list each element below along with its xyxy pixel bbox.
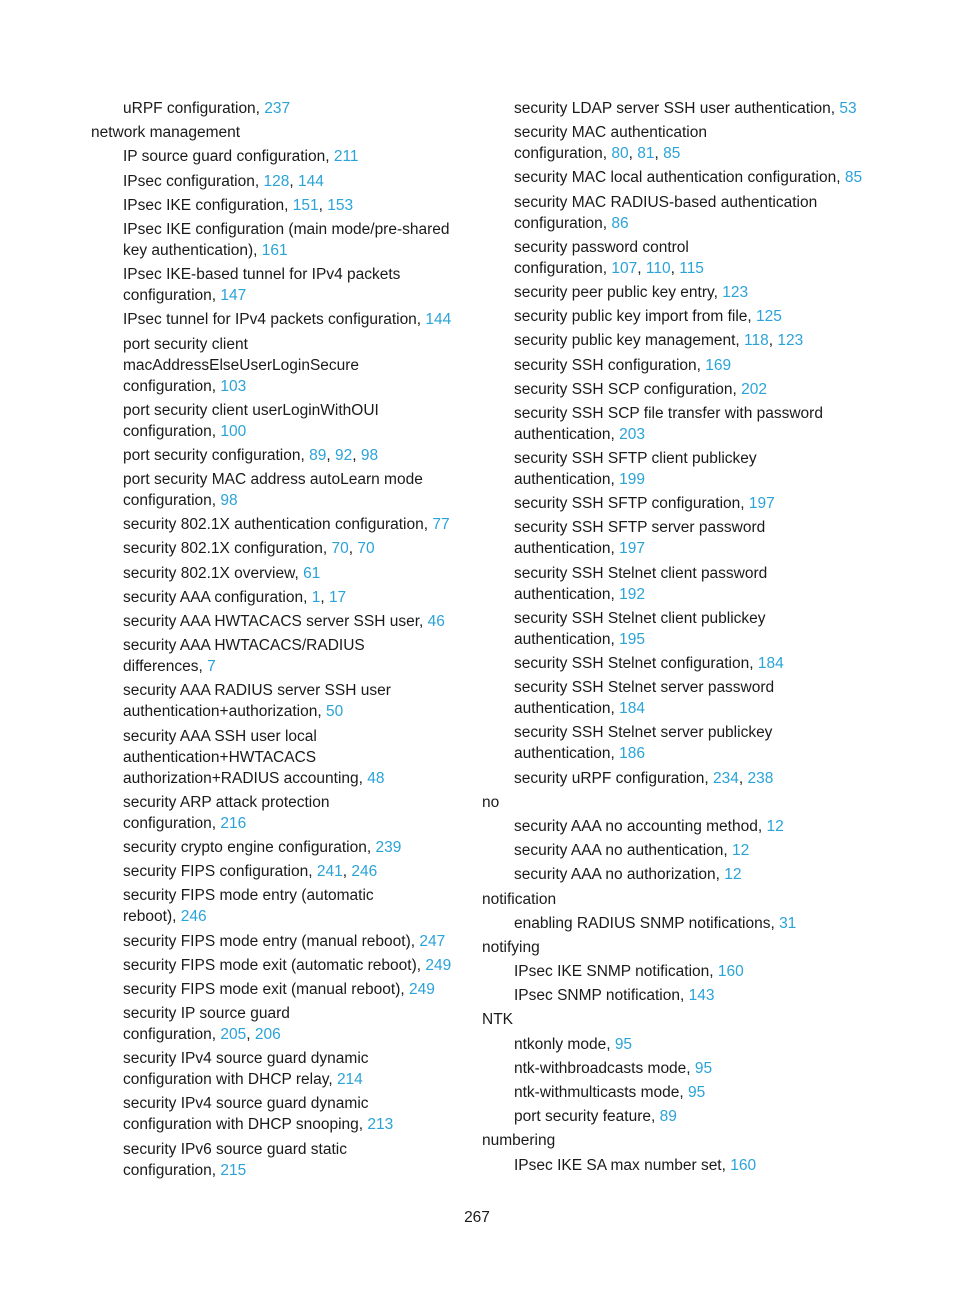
entry-text: security SSH Stelnet server publickey: [514, 724, 773, 742]
entry-text: authentication,: [514, 471, 620, 489]
page-link[interactable]: 70: [357, 540, 375, 558]
entry-text: security IP source guard: [123, 1005, 290, 1023]
entry-text: security AAA configuration,: [123, 588, 312, 606]
entry-text: port security feature,: [514, 1108, 660, 1126]
entry-text: security LDAP server SSH user authentication,: [514, 100, 840, 117]
entry-text: security SSH SCP configuration,: [514, 380, 742, 398]
entry-text: configuration,: [123, 422, 221, 440]
entry-text: IPsec IKE configuration (main mode/pre-shared: [123, 220, 450, 238]
index-entry: [91, 1003, 461, 1045]
page-link[interactable]: 123: [722, 283, 749, 301]
page-separator: ,: [628, 145, 638, 163]
page-link[interactable]: 48: [367, 769, 385, 787]
page-link[interactable]: 184: [757, 655, 784, 672]
page-link[interactable]: 197: [619, 540, 646, 558]
entry-text: security SSH configuration,: [514, 356, 706, 374]
page-link[interactable]: 31: [779, 914, 797, 932]
page-link[interactable]: 110: [645, 259, 671, 277]
page-link[interactable]: 144: [297, 172, 324, 190]
index-entry: [91, 309, 461, 330]
entry-text: authentication+HWTACACS: [123, 748, 317, 766]
index-heading: [91, 122, 461, 143]
page-link[interactable]: 197: [748, 495, 775, 513]
entry-text: notification: [482, 890, 557, 908]
page-link[interactable]: 239: [375, 838, 402, 856]
page-separator: ,: [289, 172, 298, 190]
entry-text: security public key management,: [514, 332, 745, 350]
entry-text: numbering: [482, 1132, 556, 1150]
entry-text: security FIPS mode entry (automatic: [123, 887, 374, 905]
index-entry: [91, 514, 461, 535]
page-link[interactable]: 89: [659, 1108, 677, 1126]
page-link[interactable]: 199: [619, 471, 646, 489]
index-entry: [482, 985, 882, 1006]
entry-text: ntk-withmulticasts mode,: [514, 1084, 688, 1101]
index-entry: [482, 677, 882, 719]
page-link[interactable]: 103: [220, 377, 247, 395]
index-entry: [91, 885, 461, 927]
index-entry: [482, 355, 882, 376]
index-entry: [482, 237, 882, 279]
index-heading: [482, 1130, 882, 1151]
entry-text: differences,: [123, 658, 208, 676]
entry-text: configuration,: [123, 492, 221, 510]
entry-text: ntkonly mode,: [514, 1035, 615, 1053]
index-entry: [91, 563, 461, 584]
index-entry: [482, 192, 882, 234]
entry-text: configuration,: [123, 287, 221, 305]
entry-text: security AAA no authorization,: [514, 866, 725, 884]
entry-text: configuration,: [123, 377, 221, 395]
page-separator: ,: [670, 259, 680, 277]
entry-text: security SSH SFTP configuration,: [514, 495, 749, 513]
page-link[interactable]: 92: [334, 446, 353, 464]
page-link[interactable]: 61: [303, 564, 321, 582]
page-link[interactable]: 169: [705, 356, 732, 374]
entry-text: port security client: [123, 335, 248, 353]
index-entry: [482, 330, 882, 351]
entry-text: authentication,: [514, 745, 620, 763]
index-entry: [91, 219, 461, 261]
page-link[interactable]: 160: [717, 963, 744, 981]
page-link[interactable]: 160: [730, 1156, 757, 1174]
index-entry: [91, 334, 461, 397]
page-link[interactable]: 125: [756, 308, 782, 326]
page-link[interactable]: 205: [220, 1026, 247, 1044]
entry-text: security 802.1X overview,: [123, 564, 304, 582]
index-entry: [91, 469, 461, 511]
entry-text: configuration,: [514, 145, 612, 163]
page-link[interactable]: 214: [336, 1071, 363, 1089]
entry-text: security crypto engine configuration,: [123, 838, 376, 856]
entry-text: security password control: [514, 238, 689, 256]
entry-text: macAddressElseUserLoginSecure: [123, 356, 360, 374]
page-link[interactable]: 89: [309, 446, 327, 464]
index-heading: [482, 937, 882, 958]
page-link[interactable]: 70: [331, 540, 349, 558]
index-entry: [91, 587, 461, 608]
page-link[interactable]: 123: [777, 332, 804, 350]
page-link[interactable]: 17: [328, 588, 347, 606]
index-entry: [482, 722, 882, 764]
index-entry: [91, 837, 461, 858]
index-entry: [91, 611, 461, 632]
page-link[interactable]: 7: [207, 658, 216, 676]
entry-text: security FIPS mode entry (manual reboot),: [123, 932, 420, 950]
index-entry: [91, 445, 461, 466]
entry-text: IPsec tunnel for IPv4 packets configuration,: [123, 311, 426, 329]
page-separator: ,: [342, 863, 352, 881]
index-entry: [91, 1048, 461, 1090]
page-link[interactable]: 80: [611, 145, 629, 163]
page-link[interactable]: 115: [679, 259, 704, 277]
page-link[interactable]: 237: [264, 100, 291, 117]
entry-text: security AAA no accounting method,: [514, 817, 767, 835]
page-link[interactable]: 12: [766, 817, 784, 835]
entry-text: configuration,: [123, 1026, 221, 1044]
entry-text: security 802.1X authentication configuration,: [123, 516, 433, 534]
entry-text: security IPv4 source guard dynamic: [123, 1095, 369, 1113]
page-link[interactable]: 98: [360, 446, 379, 464]
page-link[interactable]: 95: [694, 1059, 713, 1077]
entry-text: no: [482, 793, 500, 811]
entry-text: security AAA SSH user local: [123, 727, 317, 745]
entry-text: security AAA no authentication,: [514, 842, 732, 860]
index-entry: [91, 98, 461, 119]
page-link[interactable]: 151: [292, 196, 319, 214]
page-link[interactable]: 246: [351, 863, 378, 881]
entry-text: configuration,: [123, 814, 221, 832]
index-entry: [482, 563, 882, 605]
index-entry: [91, 1093, 461, 1135]
entry-text: IPsec IKE configuration,: [123, 196, 293, 214]
entry-text: IPsec IKE SNMP notification,: [514, 963, 718, 981]
index-entry: [482, 448, 882, 490]
page-link[interactable]: 118: [744, 332, 769, 350]
page-link[interactable]: 153: [327, 196, 354, 214]
entry-text: key authentication),: [123, 241, 262, 259]
entry-text: security IPv4 source guard dynamic: [123, 1050, 369, 1068]
page-number: 267: [464, 1209, 490, 1226]
entry-text: security MAC local authentication configuration,: [514, 169, 845, 187]
index-entry: [91, 171, 461, 192]
index-entry: [482, 493, 882, 514]
index-entry: [482, 1106, 882, 1127]
entry-text: security public key import from file,: [514, 308, 757, 326]
page-link[interactable]: 107: [611, 259, 638, 277]
entry-text: port security MAC address autoLearn mode: [123, 471, 423, 489]
entry-text: IPsec IKE SA max number set,: [514, 1156, 731, 1174]
page-separator: ,: [738, 769, 748, 787]
page-separator: ,: [654, 145, 664, 163]
index-entry: [482, 768, 882, 789]
entry-text: configuration with DHCP relay,: [123, 1071, 337, 1089]
page-separator: ,: [768, 332, 778, 350]
index-entry: [482, 98, 882, 119]
entry-text: security SSH SFTP server password: [514, 519, 766, 537]
page-link[interactable]: 211: [333, 148, 359, 166]
index-entry: [91, 264, 461, 306]
page-link[interactable]: 128: [263, 172, 290, 190]
index-entry: [91, 792, 461, 834]
entry-text: security peer public key entry,: [514, 283, 723, 301]
entry-text: authentication+authorization,: [123, 703, 326, 721]
page-link[interactable]: 215: [220, 1161, 247, 1179]
page-link[interactable]: 241: [316, 863, 343, 881]
page-separator: ,: [326, 446, 335, 464]
index-entry: [91, 955, 461, 976]
page-link[interactable]: 144: [425, 311, 452, 329]
entry-text: security FIPS mode exit (manual reboot),: [123, 980, 410, 998]
page-link[interactable]: 98: [220, 492, 238, 510]
index-entry: [482, 122, 882, 164]
entry-text: port security client userLoginWithOUI: [123, 401, 379, 419]
index-entry: [482, 167, 882, 188]
entry-text: security SSH SFTP client publickey: [514, 450, 757, 468]
entry-text: authentication,: [514, 700, 620, 718]
entry-text: security SSH Stelnet client publickey: [514, 609, 766, 627]
entry-text: uRPF configuration,: [123, 100, 265, 117]
page-link[interactable]: 143: [688, 987, 715, 1005]
entry-text: security AAA HWTACACS server SSH user,: [123, 613, 428, 630]
index-entry: [91, 861, 461, 882]
page-link[interactable]: 249: [409, 980, 435, 998]
index-entry: [91, 1139, 461, 1181]
index-heading: [482, 889, 882, 910]
entry-text: configuration,: [514, 259, 612, 277]
page-link[interactable]: 53: [839, 100, 857, 117]
index-column-left: [91, 98, 461, 1184]
page-link[interactable]: 85: [663, 145, 681, 163]
index-entry: [91, 680, 461, 722]
entry-text: security AAA HWTACACS/RADIUS: [123, 637, 365, 655]
page-link[interactable]: 216: [220, 814, 247, 832]
entry-text: security uRPF configuration,: [514, 769, 714, 787]
index-entry: [482, 517, 882, 559]
entry-text: enabling RADIUS SNMP notifications,: [514, 914, 780, 932]
index-entry: [482, 816, 882, 837]
page-link[interactable]: 12: [732, 842, 750, 860]
index-entry: [482, 1034, 882, 1055]
index-entry: [91, 195, 461, 216]
index-entry: [482, 403, 882, 445]
entry-text: network management: [91, 124, 241, 142]
index-entry: [482, 840, 882, 861]
page-link[interactable]: 206: [254, 1026, 281, 1044]
entry-text: IPsec SNMP notification,: [514, 987, 689, 1005]
page-link[interactable]: 213: [367, 1116, 394, 1134]
entry-text: security IPv6 source guard static: [123, 1140, 347, 1158]
index-entry: [482, 608, 882, 650]
page-link[interactable]: 86: [611, 214, 629, 232]
page-link[interactable]: 249: [425, 956, 452, 974]
page-link[interactable]: 95: [614, 1035, 633, 1053]
index-entry: [482, 1082, 882, 1103]
page-link[interactable]: 195: [619, 630, 646, 648]
index-entry: [482, 1058, 882, 1079]
index-entry: [482, 653, 882, 674]
entry-text: configuration,: [123, 1161, 221, 1179]
index-entry: [482, 379, 882, 400]
entry-text: security MAC RADIUS-based authentication: [514, 193, 818, 211]
page-link[interactable]: 147: [220, 287, 247, 305]
page-separator: ,: [246, 1026, 255, 1044]
page-separator: ,: [637, 259, 646, 277]
entry-text: security 802.1X configuration,: [123, 540, 332, 558]
page-link[interactable]: 77: [432, 516, 450, 534]
entry-text: port security configuration,: [123, 446, 310, 464]
entry-text: security FIPS configuration,: [123, 863, 317, 881]
page-link[interactable]: 12: [724, 866, 742, 884]
index-entry: [91, 146, 461, 167]
entry-text: security FIPS mode exit (automatic reboot),: [123, 956, 426, 974]
entry-text: security SSH SCP file transfer with password: [514, 404, 823, 422]
page-link[interactable]: 95: [688, 1084, 706, 1101]
entry-text: authentication,: [514, 425, 620, 443]
entry-text: security MAC authentication: [514, 124, 707, 142]
entry-text: security SSH Stelnet configuration,: [514, 655, 758, 672]
index-heading: [482, 1009, 882, 1030]
entry-text: authentication,: [514, 585, 620, 603]
index-entry: [91, 931, 461, 952]
page-link[interactable]: 184: [619, 700, 646, 718]
entry-text: security SSH Stelnet server password: [514, 679, 775, 697]
page-link[interactable]: 192: [619, 585, 646, 603]
entry-text: NTK: [482, 1011, 513, 1029]
entry-text: authorization+RADIUS accounting,: [123, 769, 368, 787]
index-entry: [482, 913, 882, 934]
index-entry: [482, 282, 882, 303]
entry-text: authentication,: [514, 540, 620, 558]
entry-text: IPsec IKE-based tunnel for IPv4 packets: [123, 266, 401, 284]
page-link[interactable]: 161: [261, 241, 288, 259]
page-link[interactable]: 234: [713, 769, 739, 787]
page-link[interactable]: 203: [619, 425, 646, 443]
entry-text: ntk-withbroadcasts mode,: [514, 1059, 695, 1077]
index-entry: [91, 979, 461, 1000]
page-link[interactable]: 238: [747, 769, 774, 787]
page-separator: ,: [318, 196, 328, 214]
page-link[interactable]: 246: [180, 908, 207, 926]
page-link[interactable]: 186: [619, 745, 646, 763]
page-link[interactable]: 202: [741, 380, 768, 398]
entry-text: configuration with DHCP snooping,: [123, 1116, 368, 1134]
entry-text: IPsec configuration,: [123, 172, 264, 190]
entry-text: security AAA RADIUS server SSH user: [123, 682, 391, 700]
page-link[interactable]: 81: [637, 145, 655, 163]
entry-text: configuration,: [514, 214, 612, 232]
index-entry: [482, 864, 882, 885]
entry-text: authentication,: [514, 630, 620, 648]
entry-text: notifying: [482, 938, 540, 956]
index-entry: [91, 538, 461, 559]
page-link[interactable]: 85: [844, 169, 863, 187]
index-entry: [482, 306, 882, 327]
entry-text: IP source guard configuration,: [123, 148, 334, 166]
index-entry: [482, 1155, 882, 1176]
page-link[interactable]: 46: [427, 613, 445, 630]
entry-text: security SSH Stelnet client password: [514, 564, 768, 582]
index-entry: [91, 726, 461, 789]
page-link[interactable]: 1: [311, 588, 321, 606]
page-link[interactable]: 100: [220, 422, 247, 440]
entry-text: security ARP attack protection: [123, 793, 330, 811]
entry-text: reboot),: [123, 908, 181, 926]
page-separator: ,: [320, 588, 329, 606]
index-column-right: [482, 98, 882, 1179]
index-entry: [482, 961, 882, 982]
page-separator: ,: [352, 446, 361, 464]
index-heading: [482, 792, 882, 813]
index-entry: [91, 400, 461, 442]
page-link[interactable]: 50: [325, 703, 344, 721]
index-entry: [91, 635, 461, 677]
page-separator: ,: [348, 540, 358, 558]
page-link[interactable]: 247: [419, 932, 446, 950]
